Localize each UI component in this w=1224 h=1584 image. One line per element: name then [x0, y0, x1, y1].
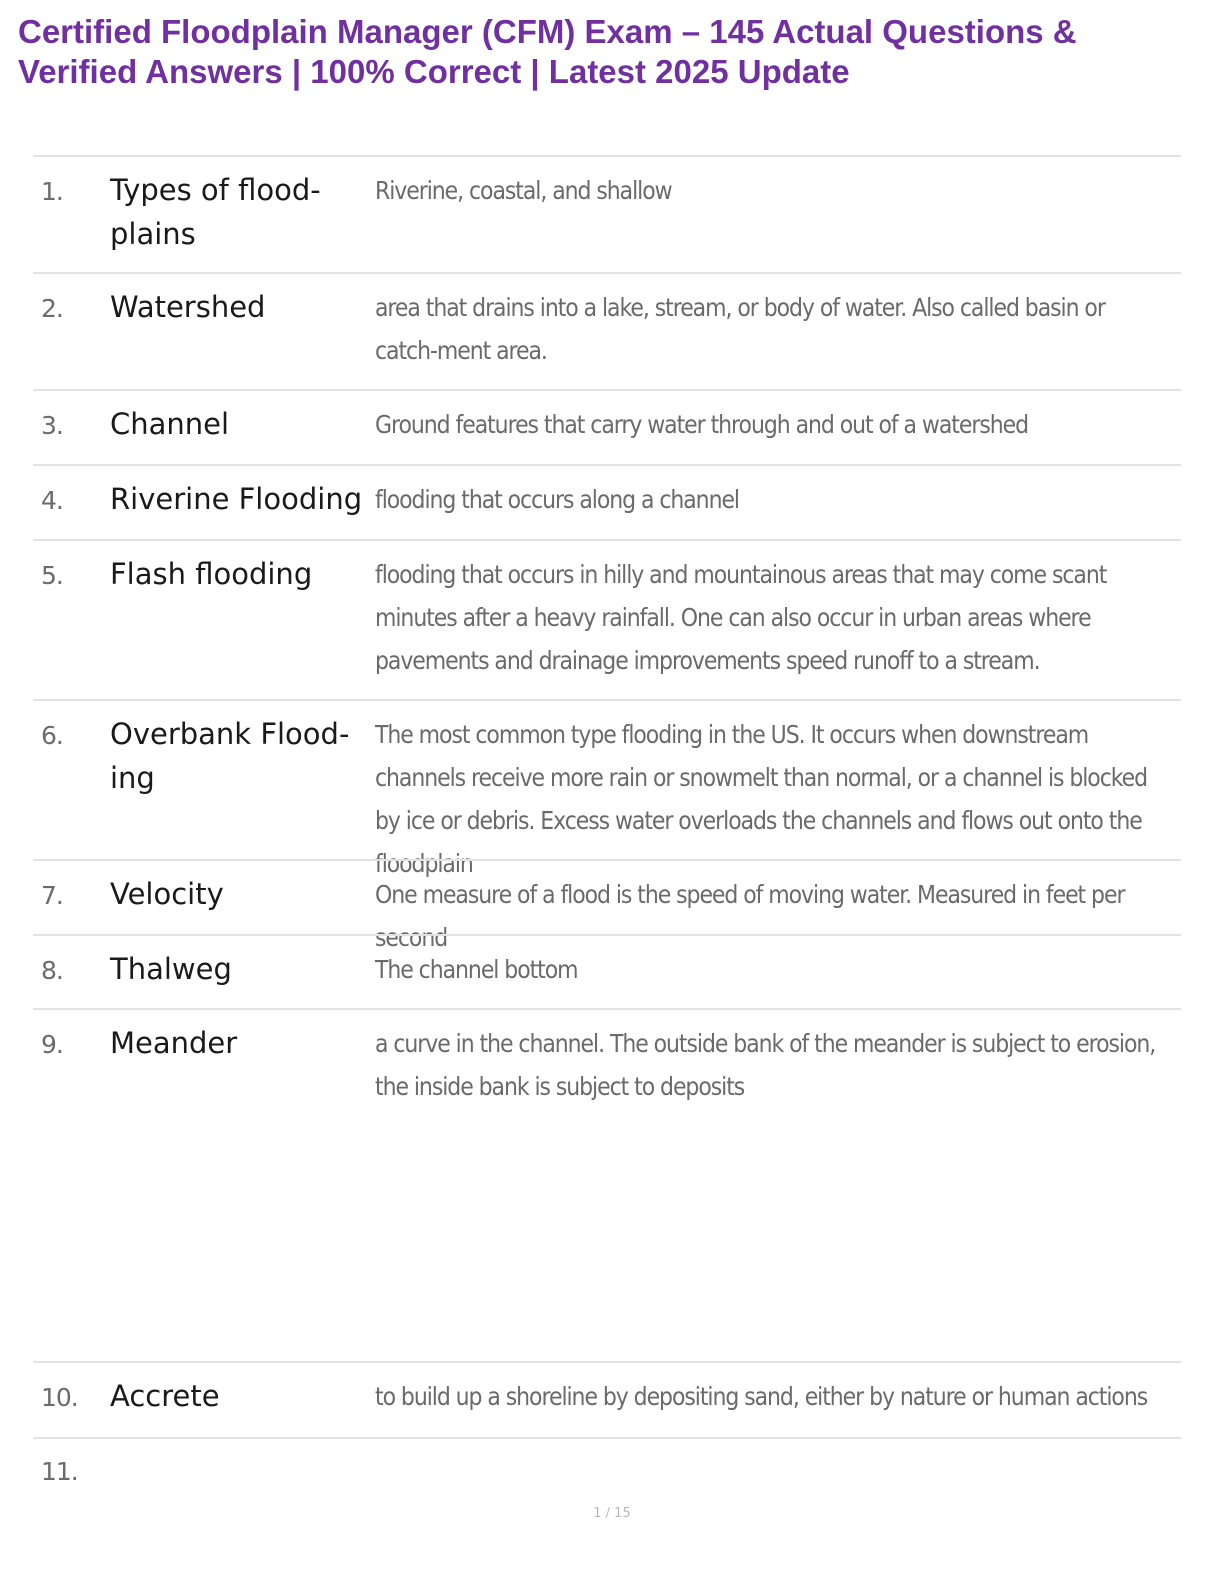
item-number: 8. [41, 956, 63, 985]
list-item [33, 1361, 1181, 1439]
item-number: 11. [41, 1457, 78, 1486]
item-definition: flooding that occurs in hilly and mountainous areas that may come scant minutes after a heavy rainfall. One can also occur in urban areas where pavements and drainage improvements speed runoff to a stream. [375, 560, 1107, 675]
list-item [33, 699, 1181, 878]
item-term: Flash flooding [110, 557, 313, 591]
item-term: Velocity [110, 877, 224, 911]
item-term: Accrete [110, 1379, 220, 1413]
item-number: 6. [41, 721, 63, 750]
item-definition: area that drains into a lake, stream, or body of water. Also called basin or catch-ment area. [375, 293, 1105, 365]
item-definition: a curve in the channel. The outside bank of the meander is subject to erosion, the inside bank is subject to deposits [375, 1029, 1156, 1101]
list-item [33, 1008, 1181, 1362]
item-term: Thalweg [110, 952, 232, 986]
item-number: 9. [41, 1030, 63, 1059]
item-definition: Ground features that carry water through and out of a watershed [375, 410, 1029, 439]
list-item [33, 539, 1181, 700]
item-number: 5. [41, 561, 63, 590]
item-number: 3. [41, 411, 63, 440]
item-number: 10. [41, 1383, 78, 1412]
item-definition: One measure of a flood is the speed of moving water. Measured in feet per second [375, 880, 1125, 952]
item-definition: Riverine, coastal, and shallow [375, 176, 672, 205]
page-title: Certified Floodplain Manager (CFM) Exam – 145 Actual Questions & Verified Answers | 100% Correct | Latest 2025 Update [18, 13, 1077, 90]
item-term: Channel [110, 407, 230, 441]
list-item [33, 464, 1181, 540]
item-term: Overbank Flood-ing [110, 717, 350, 795]
page-number: 1 / 15 [593, 1506, 631, 1521]
list-item [33, 389, 1181, 465]
item-number: 1. [41, 177, 63, 206]
item-term: Types of flood-plains [110, 173, 321, 251]
list-item [33, 272, 1181, 390]
item-number: 2. [41, 294, 63, 323]
item-definition: The channel bottom [375, 955, 578, 984]
item-term: Riverine Flooding [110, 482, 363, 516]
list-item [33, 155, 1181, 273]
item-definition: to build up a shoreline by depositing sand, either by nature or human actions [375, 1382, 1148, 1411]
list-item [33, 1437, 1181, 1497]
item-definition: flooding that occurs along a channel [375, 485, 739, 514]
item-term: Watershed [110, 290, 266, 324]
item-number: 7. [41, 881, 63, 910]
item-definition: The most common type flooding in the US. It occurs when downstream channels receive more rain or snowmelt than normal, or a channel is blocked by ice or debris. Excess water overloads the channels and flows out onto the floodplain [375, 720, 1148, 878]
item-number: 4. [41, 486, 63, 515]
list-item [33, 934, 1181, 1009]
item-term: Meander [110, 1026, 238, 1060]
list-item [33, 859, 1181, 952]
